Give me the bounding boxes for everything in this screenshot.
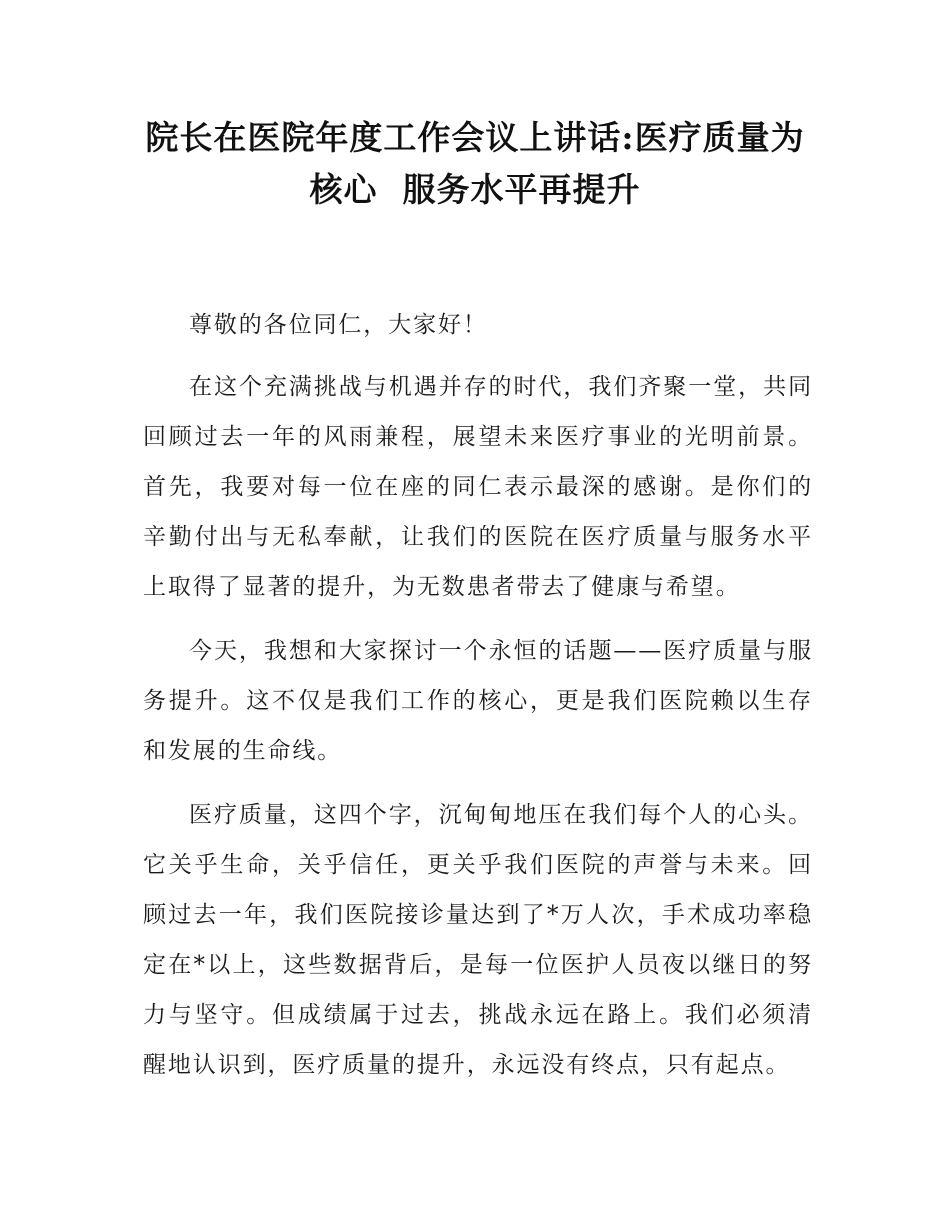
paragraph-topic: 今天，我想和大家探讨一个永恒的话题——医疗质量与服务提升。这不仅是我们工作的核心，更是我们医院赖以生存和发展的生命线。 bbox=[143, 638, 813, 764]
document-title-line-2: 核心 服务水平再提升 bbox=[309, 170, 641, 209]
paragraph-medical-quality: 医疗质量，这四个字，沉甸甸地压在我们每个人的心头。它关乎生命，关乎信任，更关乎我们医院的声誉与未来。回顾过去一年，我们医院接诊量达到了*万人次，手术成功率稳定在*以上，这些数据背后，是每一位医护人员夜以继日的努力与坚守。但成绩属于过去，挑战永远在路上。我们必须清醒地认识到，医疗质量的提升，永远没有终点，只有起点。 bbox=[143, 802, 813, 1078]
document-title-line-1: 院长在医院年度工作会议上讲话:医疗质量为 bbox=[145, 118, 805, 157]
document-title bbox=[140, 112, 810, 216]
paragraph-opening: 在这个充满挑战与机遇并存的时代，我们齐聚一堂，共同回顾过去一年的风雨兼程，展望未来医疗事业的光明前景。首先，我要对每一位在座的同仁表示最深的感谢。是你们的辛勤付出与无私奉献，让我们的医院在医疗质量与服务水平上取得了显著的提升，为无数患者带去了健康与希望。 bbox=[143, 374, 813, 600]
document-body bbox=[143, 300, 813, 1104]
greeting-paragraph: 尊敬的各位同仁，大家好！ bbox=[189, 312, 488, 338]
